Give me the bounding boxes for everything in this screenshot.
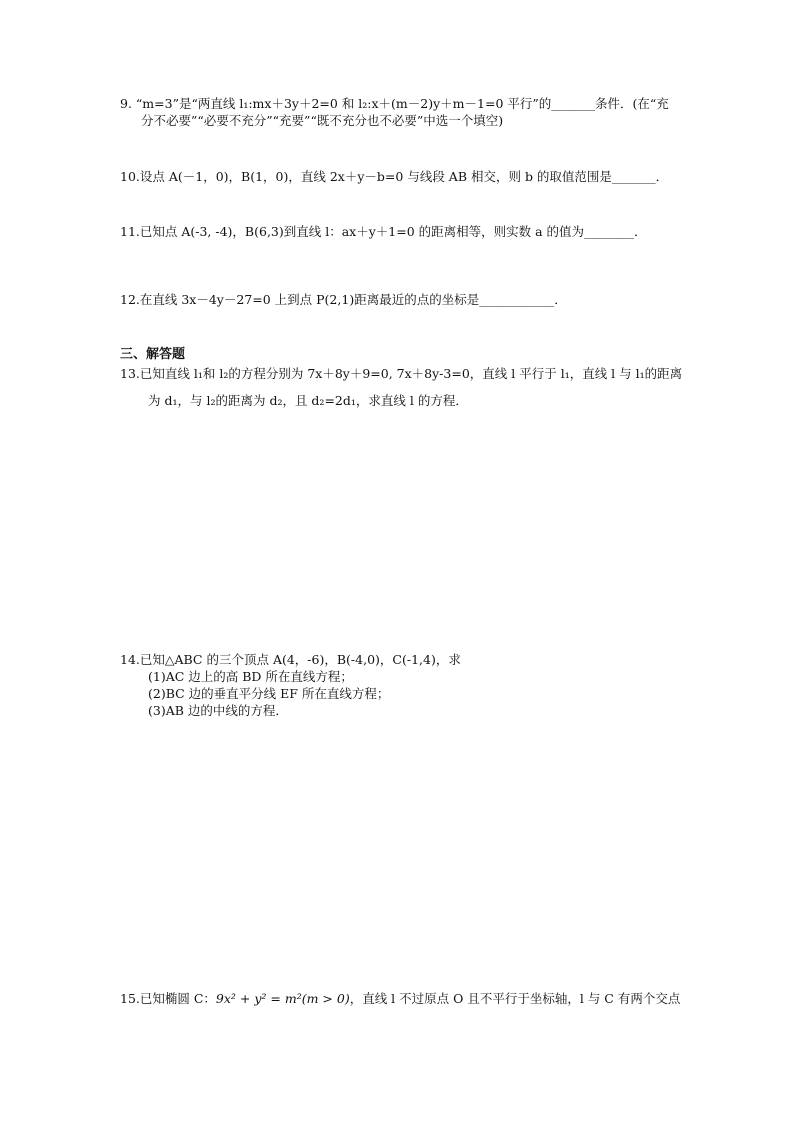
question-11: 11.已知点 A(-3, -4)，B(6,3)到直线 l：ax＋y＋1=0 的距离相等，则实数 a 的值为________． [120,224,647,239]
question-15 [120,991,680,1007]
question-15-suffix: ，直线 l 不过原点 O 且不平行于坐标轴，l 与 C 有两个交点 [349,991,681,1006]
question-9-line-2: 分不必要”“必要不充分”“充要”“既不充分也不必要”中选一个填空) [141,113,504,128]
question-14-part-2: (2)BC 边的垂直平分线 EF 所在直线方程； [148,686,390,701]
question-15-formula: 9x² + y² = m²(m > 0) [215,991,350,1006]
question-14-part-1: (1)AC 边上的高 BD 所在直线方程； [148,669,353,684]
question-13-line-1: 13.已知直线 l₁和 l₂的方程分别为 7x＋8y＋9=0, 7x＋8y-3=0，直线 l 平行于 l₁，直线 l 与 l₁的距离 [120,366,683,381]
question-14-part-3: (3)AB 边的中线的方程． [148,703,288,718]
question-13-line-2: 为 d₁，与 l₂的距离为 d₂，且 d₂=2d₁，求直线 l 的方程． [148,393,468,408]
section-heading-answer-questions: 三、解答题 [120,347,186,362]
question-14-line-1: 14.已知△ABC 的三个顶点 A(4，-6)，B(-4,0)，C(-1,4)，求 [120,652,461,667]
question-15-prefix: 15.已知椭圆 C： [120,991,216,1006]
question-9-line-1: 9. “m=3”是“两直线 l₁:mx＋3y＋2=0 和 l₂:x＋(m－2)y＋m－1=0 平行”的_______条件．(在“充 [120,96,669,111]
question-12: 12.在直线 3x－4y－27=0 上到点 P(2,1)距离最近的点的坐标是____________． [120,292,567,307]
question-10: 10.设点 A(－1，0)，B(1，0)，直线 2x＋y－b=0 与线段 AB 相交，则 b 的取值范围是_______． [120,169,669,184]
